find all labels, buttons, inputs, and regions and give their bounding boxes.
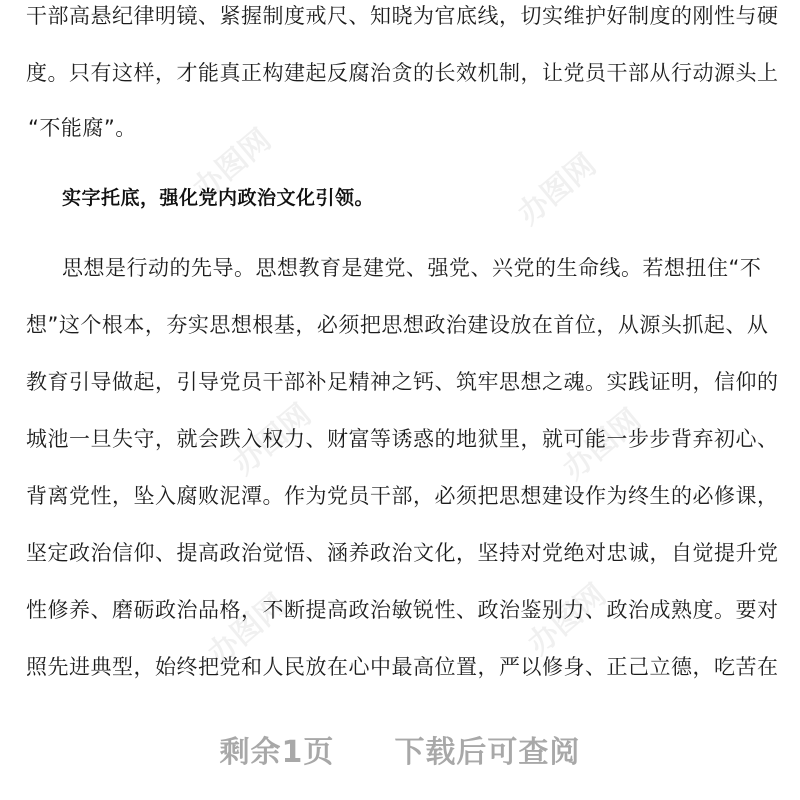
download-prompt-banner[interactable] — [0, 733, 800, 773]
download-to-view-link[interactable]: 下载后可查阅 — [394, 735, 581, 770]
watermark: 办图网 — [201, 587, 293, 673]
paragraph-line: 干部高悬纪律明镜、紧握制度戒尺、知晓为官底线，切实维护好制度的刚性与硬 — [26, 4, 779, 28]
watermark: 办图网 — [556, 402, 648, 488]
paragraph-line: 教育引导做起，引导党员干部补足精神之钙、筑牢思想之魂。实践证明，信仰的 — [26, 370, 779, 394]
paragraph-line: 照先进典型，始终把党和人民放在心中最高位置，严以修身、正己立德，吃苦在 — [26, 655, 779, 679]
section-heading: 实字托底，强化党内政治文化引领。 — [62, 187, 375, 209]
paragraph-line: 坚定政治信仰、提高政治觉悟、涵养政治文化，坚持对党绝对忠诚，自觉提升党 — [26, 541, 779, 565]
paragraph-line: 性修养、磨砺政治品格，不断提高政治敏锐性、政治鉴别力、政治成熟度。要对 — [26, 598, 779, 622]
paragraph-line: “不能腐”。 — [28, 116, 137, 140]
paragraph-line: 城池一旦失守，就会跌入权力、财富等诱惑的地狱里，就可能一步步背弃初心、 — [26, 427, 779, 451]
watermark: 办图网 — [186, 122, 278, 208]
paragraph-line: 度。只有这样，才能真正构建起反腐治贪的长效机制，让党员干部从行动源头上 — [26, 61, 779, 85]
watermark: 办图网 — [226, 397, 318, 483]
remaining-pages-label: 剩余1页 — [219, 735, 335, 770]
paragraph-line: 想”这个根本，夯实思想根基，必须把思想政治建设放在首位，从源头抓起、从 — [26, 313, 769, 337]
paragraph-line: 思想是行动的先导。思想教育是建党、强党、兴党的生命线。若想扭住“不 — [62, 256, 762, 280]
paragraph-line: 背离党性，坠入腐败泥潭。作为党员干部，必须把思想建设作为终生的必修课， — [26, 484, 779, 508]
watermark: 办图网 — [511, 147, 603, 233]
watermark: 办图网 — [521, 577, 613, 663]
